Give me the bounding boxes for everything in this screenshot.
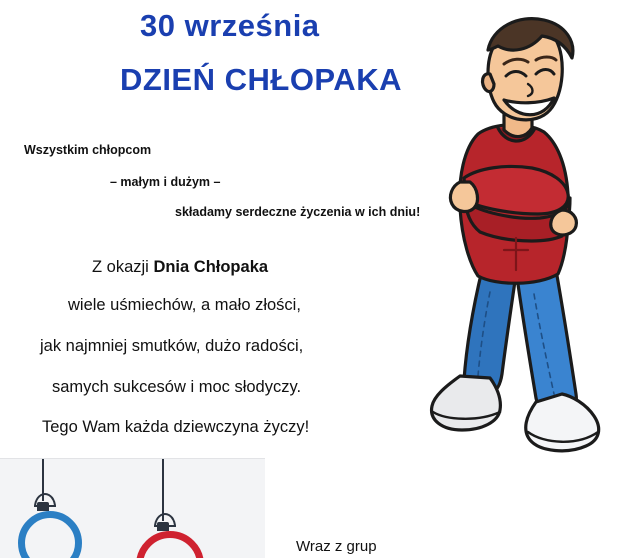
dedication-line-1: Wszystkim chłopcom bbox=[24, 143, 152, 157]
poem-line-1 bbox=[92, 258, 268, 277]
page-title-occasion: DZIEŃ CHŁOPAKA bbox=[120, 62, 402, 97]
dedication-line-3: składamy serdeczne życzenia w ich dniu! bbox=[175, 205, 421, 219]
hanging-ornament-red-icon bbox=[136, 531, 204, 558]
cartoon-boy-illustration bbox=[420, 2, 640, 472]
ear bbox=[483, 74, 494, 92]
poem-line-4: samych sukcesów i moc słodyczy. bbox=[52, 378, 302, 396]
poem-line-3: jak najmniej smutków, dużo radości, bbox=[40, 337, 304, 355]
poem-line-5: Tego Wam każda dziewczyna życzy! bbox=[42, 418, 310, 436]
arm-upper-crossed bbox=[464, 166, 568, 214]
ornament-cap-red bbox=[157, 522, 169, 531]
page-title-date: 30 września bbox=[140, 8, 320, 43]
ornament-cap-blue bbox=[37, 502, 49, 511]
hand-left bbox=[450, 182, 477, 211]
bottom-image-strip bbox=[0, 458, 265, 558]
poem-line-2: wiele uśmiechów, a mało złości, bbox=[68, 296, 301, 314]
hanging-ornament-blue-icon bbox=[18, 511, 82, 558]
bottom-caption: Wraz z grup bbox=[296, 538, 377, 555]
shoe-back bbox=[432, 376, 501, 430]
ornament-string-red bbox=[162, 459, 164, 521]
poem-line-1-prefix: Z okazji bbox=[92, 258, 154, 276]
dedication-line-2: – małym i dużym – bbox=[110, 175, 221, 189]
poem-line-1-emphasis: Dnia Chłopaka bbox=[153, 258, 269, 276]
hand-right bbox=[551, 210, 577, 235]
